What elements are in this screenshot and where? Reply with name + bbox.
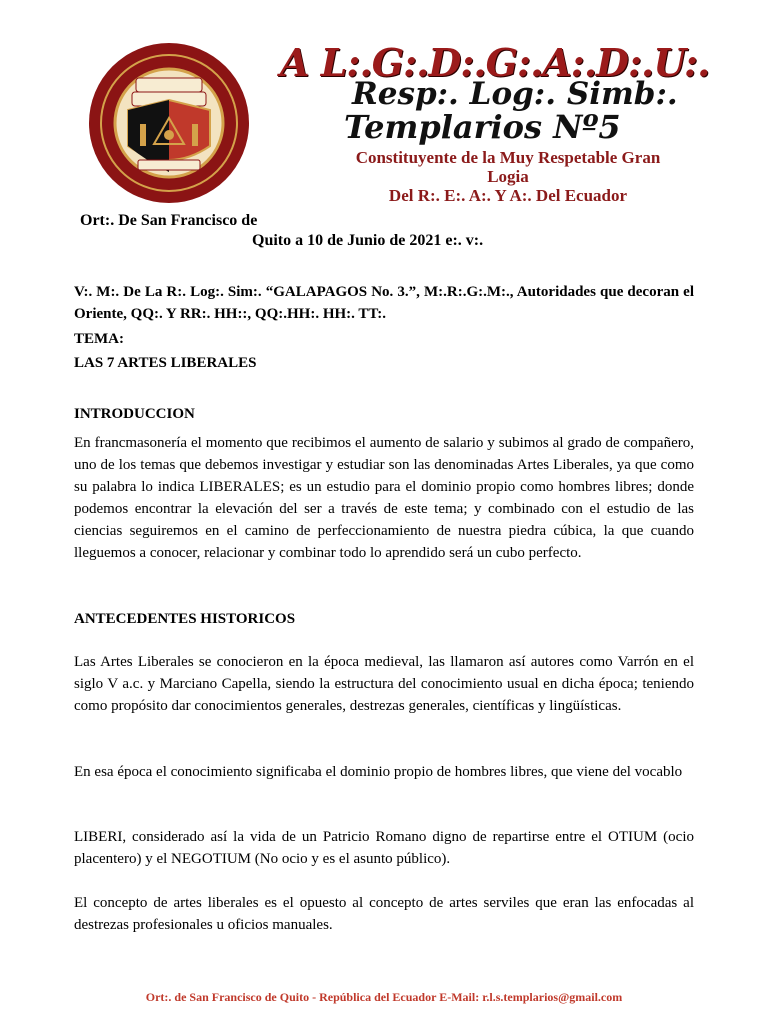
paragraph-1: Las Artes Liberales se conocieron en la época medieval, las llamaron así autores como Varrón en el siglo V a.c. y Marciano Capella, siendo la estructura del conocimiento usual en dicha época; teniendo como propósito dar conocimientos generales, destrezas generales, científicas y lingüísticas. xyxy=(74,654,694,714)
header-subtitle xyxy=(318,148,698,205)
paragraph-2: En esa época el conocimiento significaba el dominio propio de hombres libres, que viene del vocablo xyxy=(74,764,683,780)
place-line: Ort:. De San Francisco de xyxy=(80,212,258,229)
intro-heading: INTRODUCCION xyxy=(74,406,195,422)
tema-label: TEMA: xyxy=(74,331,124,347)
date-line: Quito a 10 de Junio de 2021 e:. v:. xyxy=(252,232,484,249)
header-subtitle-line3: Del R:. E:. A:. Y A:. Del Ecuador xyxy=(388,186,628,205)
tema-title: LAS 7 ARTES LIBERALES xyxy=(74,355,257,371)
paragraph-4: El concepto de artes liberales es el opuesto al concepto de artes serviles que eran las enfocadas al destrezas profesionales u oficios manuales. xyxy=(74,895,694,933)
salutation: V:. M:. De La R:. Log:. Sim:. “GALAPAGOS No. 3.”, M:.R:.G:.M:., Autoridades que decoran el Oriente, QQ:. Y RR:. HH::, QQ:.HH:. HH:. TT:. xyxy=(74,284,694,322)
antecedentes-heading: ANTECEDENTES HISTORICOS xyxy=(74,611,296,627)
page-footer: Ort:. de San Francisco de Quito - República del Ecuador E-Mail: r.l.s.templarios@gmail.com xyxy=(145,990,623,1004)
header-title-line2: Resp:. Log:. Simb:. xyxy=(352,76,678,112)
intro-paragraph: En francmasonería el momento que recibimos el aumento de salario y subimos al grado de compañero, uno de los temas que debemos investigar y estudiar son las denominadas Artes Liberales, ya que como su palabra lo indica LIBERALES; es un estudio para el dominio propio como hombres libres; donde podemos encontrar la elevación del ser a través de este tema; y combinado con el estudio de las ciencias seguiremos en el camino de perfeccionamiento de nuestra piedra cúbica, la que cuando lleguemos a conocer, relacionar y combinar todo lo aprendido será un cubo perfecto. xyxy=(74,435,694,561)
header-title-line1: A L:.G:.D:.G:.A:.D:.U:. xyxy=(280,40,710,85)
paragraph-3: LIBERI, considerado así la vida de un Patricio Romano digno de repartirse entre el OTIUM (ocio placentero) y el NEGOTIUM (No ocio y es el asunto público). xyxy=(74,829,694,867)
header-subtitle-line1: Constituyente de la Muy Respetable Gran xyxy=(355,148,661,167)
lodge-seal-logo xyxy=(88,42,250,204)
header-title-line3: Templarios Nº5 xyxy=(344,108,621,146)
header-subtitle-line2: Logia xyxy=(487,167,529,186)
